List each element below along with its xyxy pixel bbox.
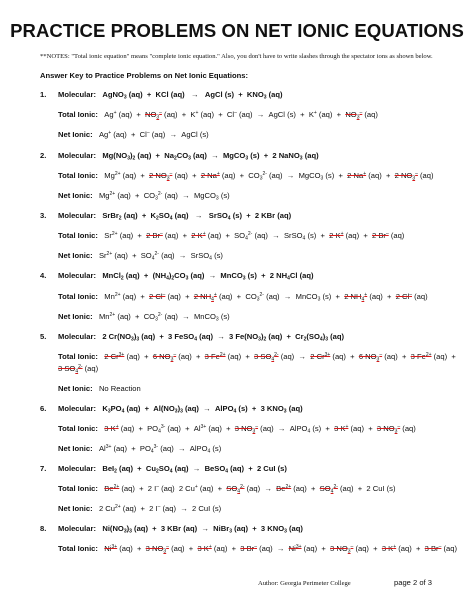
problem-2-net-ionic: Net Ionic: $Mg^{2+}$ $(aq) + CO_3^{2-}$ (aq) → MgCO$_3$ (s) — [58, 191, 230, 202]
page-number: page 2 of 3 — [394, 578, 433, 587]
problem-2-molecular: 2. Molecular: $Mg(NO_3)_2$ $(aq) + Na_2CO_3$ (aq) → MgCO$_3$ (s) + 2 NaNO$_3$ (aq) — [40, 151, 319, 162]
problem-7-total-ionic: Total Ionic: $Be^{2+}$ (aq) + 2 I– (aq) 2 Cu+ $(aq) + SO_4^{2-}$ $(aq) \to Be^{2+}$ $(aq) + SO_4^{2-}$ (aq) + 2 CuI (s) — [58, 484, 396, 495]
problem-3-molecular: 3. Molecular: SrBr$_2$ $(aq) + K_2SO_4$ (aq) → SrSO$_4$ (s) + 2 KBr (aq) — [40, 211, 292, 222]
problem-4-net-ionic: Net Ionic: $Mn^{2+}$ $(aq) + CO_3^{2-}$ (aq) → MnCO$_3$ (s) — [58, 312, 230, 323]
footer-author: Author: Georgia Perimeter College — [258, 580, 351, 587]
problem-6-net-ionic: Net Ionic: $Al^{3+}$ $(aq) + PO_4^{3-}$ (aq) → AlPO$_4$ (s) — [58, 444, 222, 455]
problem-8-total-ionic: Total Ionic: $Ni^{3+}$ (aq) + 3 $NO_3^-$ (aq) + 3 K+ (aq) + 3 Br– $(aq) \to Ni^{3+}$ (aq) + 3 $NO_3^-$ (aq) + 3 K+ (aq) + 3 Br– (aq) — [58, 544, 457, 555]
problem-3-net-ionic: Net Ionic: $Sr^{2+}$ $(aq) + SO_4^{2-}$ (aq) → SrSO$_4$ (s) — [58, 251, 223, 262]
problem-6-total-ionic: Total Ionic: 3 K+ $(aq) + PO_4^{3-}$ $(aq) + Al^{3+}$ (aq) + 3 $NO_3^-$ (aq) → AlPO$_4$ (s) + 3 K+ (aq) + 3 $NO_3^-$ (aq) — [58, 424, 416, 435]
problem-5-molecular: 5. Molecular: 2 $Cr(NO_3)_3$ (aq) + 3 FeSO$_4$ (aq) → 3 $Fe(NO_3)_2$ $(aq) + Cr_2(SO_4)_3$ (aq) — [40, 332, 345, 343]
answer-key-heading: Answer Key to Practice Problems on Net Ionic Equations: — [40, 71, 249, 80]
problem-1-molecular: 1. Molecular: AgNO$_3$ (aq) + KCl (aq) → AgCl $(s) + KNO_3$ (aq) — [40, 90, 283, 101]
problem-7-molecular: 7. Molecular: BeI$_2$ $(aq) + Cu_2SO_4$ (aq) → BeSO$_4$ (aq) + 2 CuI (s) — [40, 464, 287, 475]
problem-3-total-ionic: Total Ionic: $Sr^{2+}$ (aq) + 2 Br– (aq) + 2 K+ $(aq) + SO_4^{2-}$ (aq) → SrSO$_4$ (s) + 2 K+ (aq) + 2 Br– (aq) — [58, 231, 405, 242]
problem-4-total-ionic: Total Ionic: $Mn^{2+}$ (aq) + 2 Cl– (aq) + 2 $NH_4^+$ $(aq) + CO_3^{2-}$ (aq) → MnCO$_3$ (s) + 2 $NH_4^+$ (aq) + 2 Cl– (aq) — [58, 292, 428, 303]
problem-5-total-ionic-cont: 3 $SO_4^{2-}$ (aq) — [58, 364, 99, 375]
problem-4-molecular: 4. Molecular: MnCl$_2$ $(aq) + (NH_4)_2CO_3$ (aq) → MnCO$_3$ (s) + 2 $NH_4Cl$ (aq) — [40, 271, 314, 282]
problem-1-total-ionic: Total Ionic: Ag+ $(aq) + NO_3^-$ (aq) + K+ (aq) + Cl– (aq) → AgCl (s) + K+ $(aq) + NO_3^-$ (aq) — [58, 110, 378, 121]
no-reaction-text: No Reaction — [98, 384, 141, 393]
problem-5-net-ionic: Net Ionic: No Reaction — [58, 384, 141, 393]
problem-7-net-ionic: Net Ionic: 2 $Cu^{2+}$ (aq) + 2 I– (aq) → 2 CuI (s) — [58, 504, 222, 513]
problem-5-total-ionic: Total Ionic: 2 $Cr^{3+}$ (aq) + 6 $NO_3^-$ (aq) + 3 $Fe^{2+}$ (aq) + 3 $SO_4^{2-}$ (aq) → 2 $Cr^{3+}$ (aq) + 6 $NO_3^-$ (aq) + 3 $Fe^{2+}$ (aq) + — [58, 352, 456, 363]
problem-2-total-ionic: Total Ionic: $Mg^{2+}$ (aq) + 2 $NO_3^-$ (aq) + 2 Na+ $(aq) + CO_3^{2-}$ (aq) → MgCO$_3$ (s) + 2 Na+ (aq) + 2 $NO_3^-$ (aq) — [58, 171, 434, 182]
problem-6-molecular: 6. Molecular: $K_3PO_4$ $(aq) + Al(NO_3)_3$ (aq) → AlPO$_4$ (s) + 3 $KNO_3$ (aq) — [40, 404, 303, 415]
page-title: PRACTICE PROBLEMS ON NET IONIC EQUATIONS — [10, 20, 464, 41]
notes-text: **NOTES: "Total ionic equation" means "complete ionic equation." Also, you don't have to write slashes through the spectator ions as shown below. — [40, 53, 433, 60]
problem-8-molecular: 8. Molecular: $Ni(NO_3)_3$ (aq) + 3 KBr (aq) → NiBr$_3$ (aq) + 3 $KNO_3$ (aq) — [40, 524, 303, 535]
problem-1-net-ionic: Net Ionic: Ag+ (aq) + Cl– (aq) → AgCl (s) — [58, 130, 209, 139]
